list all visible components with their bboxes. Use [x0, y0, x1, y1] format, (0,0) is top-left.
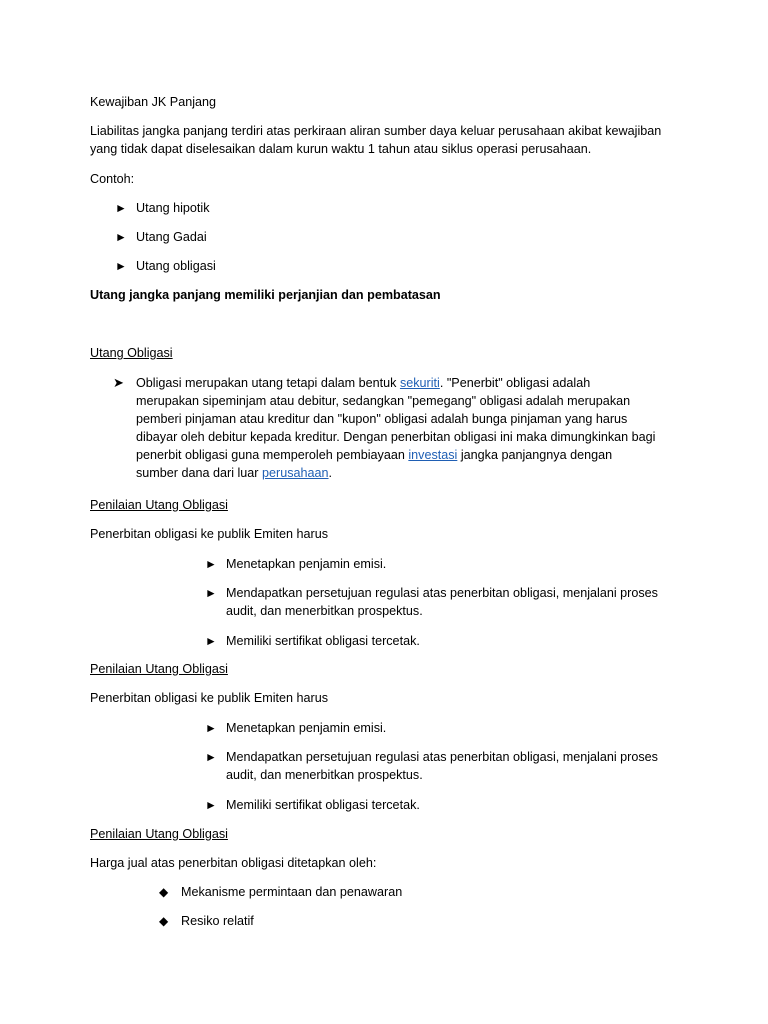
triangle-bullet-icon: ►	[205, 750, 217, 764]
triangle-bullet-icon: ►	[205, 798, 217, 812]
arrowhead-bullet-icon: ➤	[113, 375, 124, 390]
bold-statement: Utang jangka panjang memiliki perjanjian dan pembatasan	[90, 288, 441, 302]
heading-kewajiban: Kewajiban JK Panjang	[90, 95, 217, 109]
section-intro: Harga jual atas penerbitan obligasi ditetapkan oleh:	[90, 856, 377, 870]
section-title-penilaian: Penilaian Utang Obligasi	[90, 498, 228, 512]
section-title-utang-obligasi: Utang Obligasi	[90, 346, 173, 360]
diamond-bullet-icon: ◆	[159, 914, 169, 928]
triangle-bullet-icon: ►	[205, 557, 217, 571]
triangle-bullet-icon: ►	[115, 230, 127, 244]
diamond-bullet-icon: ◆	[159, 885, 169, 899]
link-sekuriti[interactable]: sekuriti	[399, 376, 440, 390]
contoh-label: Contoh:	[90, 172, 135, 186]
triangle-bullet-icon: ►	[205, 634, 217, 648]
triangle-bullet-icon: ►	[115, 259, 127, 273]
document-page: Kewajiban JK Panjang Liabilitas jangka panjang terdiri atas perkiraan aliran sumber daya keluar perusahaan akibat kewajiban yang tidak dapat diselesaikan dalam kurun waktu 1 tahun atau siklus operasi perusahaan. Contoh: ► Utang hipotik ► Utang Gadai ► Utang obligasi Utang jangka panjang memiliki perjanjian dan pembatasan Utang Obligasi ➤ Obligasi merupakan utang tetapi dalam bentuk sekuriti. "Penerbit" obligasi adalah merupakan sipeminjam atau debitur, sedangkan "pemegang" obligasi adalah merupakan pemberi pinjaman atau kreditur dan "kupon" obligasi adalah bunga pinjaman yang harus dibayar oleh debitur kepada kreditur. Dengan penerbitan obligasi ini maka dimungkinkan bagi penerbit obligasi guna memperoleh pembiayaan investasi jangka panjangnya dengan sumber dana dari luar perusahaan. Penilaian Utang Obligasi Penerbitan obligasi ke publik Emiten harus ► Menetapkan penjamin emisi. ► Mendapatkan persetujuan regulasi atas penerbitan obligasi, menjalani proses audit, dan menerbitkan prospektus. ► Memiliki sertifikat obligasi tercetak. Penilaian Utang Obligasi Penerbitan obligasi ke publik Emiten harus ► Menetapkan penjamin emisi. ► Mendapatkan persetujuan regulasi atas penerbitan obligasi, menjalani proses audit, dan menerbitkan prospektus. ► Memiliki sertifikat obligasi tercetak. Penilaian Utang Obligasi Harga jual atas penerbitan obligasi ditetapkan oleh: ◆ Mekanisme permintaan dan penawaran ◆ Resiko relatif	[0, 0, 768, 1024]
obligasi-definition: Obligasi merupakan utang tetapi dalam bentuk sekuriti. "Penerbit" obligasi adalah merupakan sipeminjam atau debitur, sedangkan "pemegang" obligasi adalah merupakan pemberi pinjaman atau kreditur dan "kupon" obligasi adalah bunga pinjaman yang harus dibayar oleh debitur kepada kreditur. Dengan penerbitan obligasi ini maka dimungkinkan bagi penerbit obligasi guna memperoleh pembiayaan investasi jangka panjangnya dengan sumber dana dari luar perusahaan.	[136, 376, 656, 480]
link-perusahaan[interactable]: perusahaan	[262, 466, 329, 480]
triangle-bullet-icon: ►	[205, 721, 217, 735]
section-title-penilaian: Penilaian Utang Obligasi	[90, 827, 228, 841]
triangle-bullet-icon: ►	[115, 201, 127, 215]
triangle-bullet-icon: ►	[205, 586, 217, 600]
link-investasi[interactable]: investasi	[408, 448, 458, 462]
section-title-penilaian: Penilaian Utang Obligasi	[90, 662, 228, 676]
paragraph-liabilitas: Liabilitas jangka panjang terdiri atas perkiraan aliran sumber daya keluar perusahaan akibat kewajiban yang tidak dapat diselesaikan dalam kurun waktu 1 tahun atau siklus operasi perusahaan.	[90, 124, 662, 156]
section-intro: Penerbitan obligasi ke publik Emiten harus	[90, 527, 329, 541]
section-intro: Penerbitan obligasi ke publik Emiten harus	[90, 691, 329, 705]
